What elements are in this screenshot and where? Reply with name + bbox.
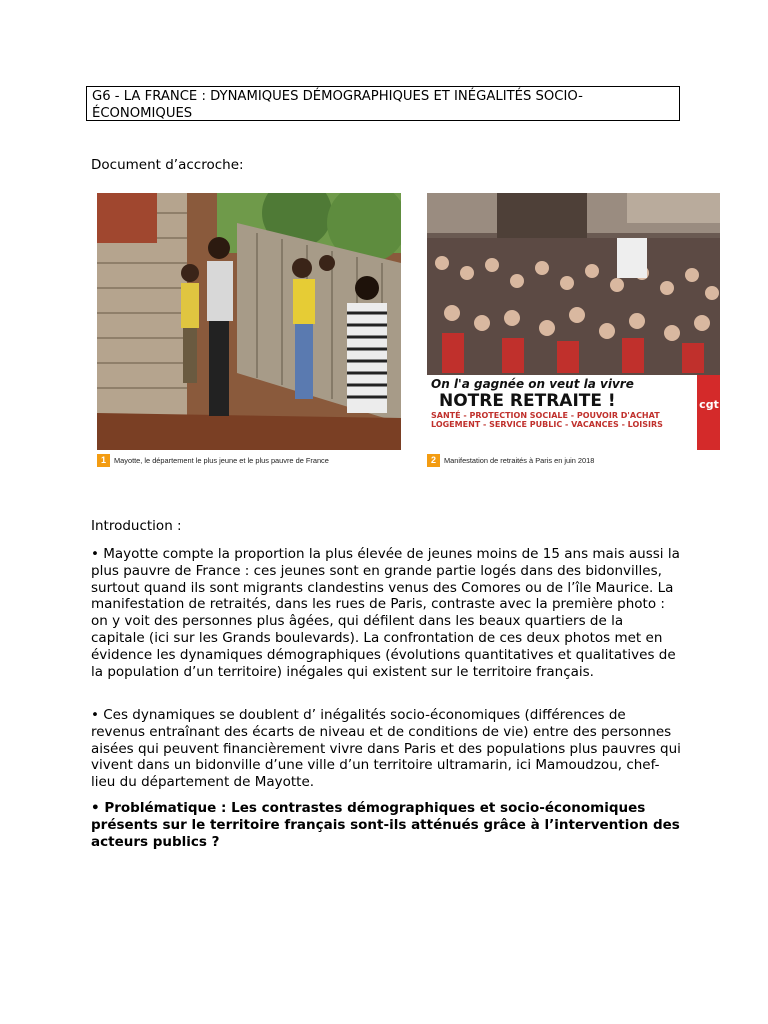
photo-paris-protest [427,193,720,450]
paragraph-mayotte-paris: • Mayotte compte la proportion la plus élevée de jeunes moins de 15 ans mais aussi la plus pauvre de France : ces jeunes sont en grande partie logés dans des bidonvilles, surtout quand ils sont migrants clandestins venus des Comores ou de l’île Maurice. La manifestation de retraités, dans les rues de Paris, contraste avec la première photo : on y voit des personnes plus âgées, qui défilent dans les beaux quartiers de la capitale (ici sur les Grands boulevards). La confrontation de ces deux photos met en évidence les dynamiques démographiques (évolutions quantitatives et qualitatives de la population d’un territoire) inégales qui existent sur le territoire français. [91,546,680,680]
caption-mayotte [97,452,401,468]
caption-paris-protest [427,452,720,468]
paragraph-inequalities: • Ces dynamiques se doublent d’ inégalités socio-économiques (différences de revenus entraînant des écarts de niveau et de conditions de vie) entre des personnes aisées qui peuvent financièrement vivre dans Paris et des populations plus pauvres qui vivent dans un bidonville d’une ville d’un territoire ultramarin, ici Mamoudzou, chef-lieu du département de Mayotte. [91,707,681,791]
banner-line-3: SANTÉ - PROTECTION SOCIALE - POUVOIR D'ACHAT [431,411,660,420]
caption-text: Manifestation de retraités à Paris en juin 2018 [444,455,595,465]
banner-line-1: On l'a gagnée on veut la vivre [431,377,634,391]
caption-text: Mayotte, le département le plus jeune et le plus pauvre de France [114,455,329,465]
banner-line-2: NOTRE RETRAITE ! [439,391,616,411]
introduction-label: Introduction : [91,518,182,534]
figure-number-badge: 2 [427,454,440,467]
banner-logo: cgt [699,398,719,411]
hook-label: Document d’accroche: [91,157,244,173]
figure-number-badge: 1 [97,454,110,467]
banner-line-4: LOGEMENT - SERVICE PUBLIC - VACANCES - LOISIRS [431,420,663,429]
photo-mayotte [97,193,401,450]
paragraph-problematique: • Problématique : Les contrastes démographiques et socio-économiques présents sur le territoire français sont-ils atténués grâce à l’intervention des acteurs publics ? [91,800,680,850]
figure-mayotte [97,193,401,468]
figure-paris-protest [427,193,720,468]
document-title: G6 - LA FRANCE : DYNAMIQUES DÉMOGRAPHIQUES ET INÉGALITÉS SOCIO-ÉCONOMIQUES [86,86,680,121]
